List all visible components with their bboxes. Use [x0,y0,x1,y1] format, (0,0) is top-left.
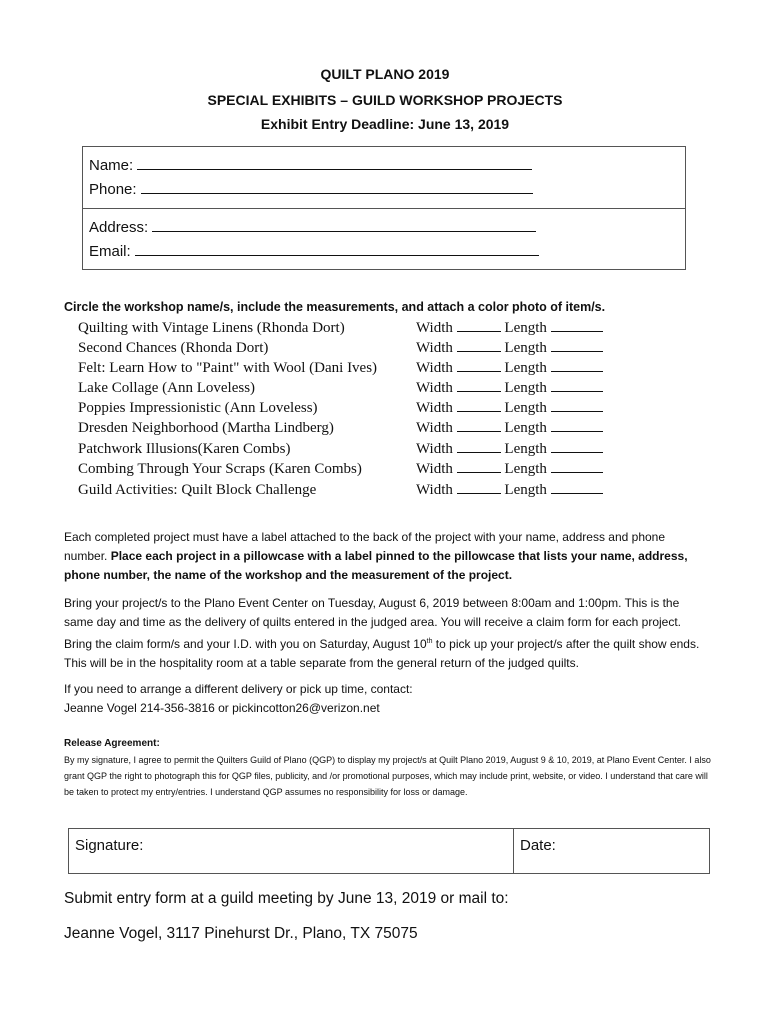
workshop-row[interactable] [78,340,638,360]
width-label: Width [416,320,453,336]
width-label: Width [416,420,453,436]
workshop-name[interactable]: Dresden Neighborhood (Martha Lindberg) [78,420,334,436]
width-label: Width [416,441,453,457]
length-line[interactable] [551,400,603,412]
label-paragraph-bold: Place each project in a pillowcase with a label pinned to the pillowcase that lists your name, address, phone number, the name of the workshop and the measurement of the project. [64,549,688,582]
length-line[interactable] [551,461,603,473]
address-label: Address: [89,219,149,236]
workshop-row[interactable] [78,482,638,502]
signature-divider [513,829,514,873]
width-label: Width [416,400,453,416]
email-label: Email: [89,243,131,260]
phone-line[interactable] [141,181,533,194]
name-line[interactable] [137,157,532,170]
signature-box [68,828,710,874]
length-label: Length [504,482,547,498]
workshop-name[interactable]: Guild Activities: Quilt Block Challenge [78,482,317,498]
address-line[interactable] [152,219,536,232]
length-line[interactable] [551,380,603,392]
email-line[interactable] [135,243,539,256]
width-label: Width [416,380,453,396]
entry-deadline: Exhibit Entry Deadline: June 13, 2019 [260,116,510,132]
email-field[interactable] [89,243,539,260]
workshop-name[interactable]: Quilting with Vintage Linens (Rhonda Dort) [78,320,345,336]
workshop-row[interactable] [78,400,638,420]
workshop-measurements[interactable] [416,320,603,337]
length-label: Length [504,461,547,477]
width-label: Width [416,482,453,498]
bring-text-part1: Bring your project/s to the Plano Event Center on Tuesday, August 6, 2019 between 8:00am and 1:00pm. This is the same day and time as the delivery of quilts entered in the judged area. You will receive a claim form for each project. Bring the claim form/s and your I.D. with you on Saturday, August 10 [64,596,681,651]
length-label: Length [504,340,547,356]
workshop-row[interactable] [78,320,638,340]
name-label: Name: [89,157,134,174]
workshop-name[interactable]: Patchwork Illusions(Karen Combs) [78,441,291,457]
date-label[interactable]: Date: [520,837,556,854]
width-label: Width [416,340,453,356]
workshop-measurements[interactable] [416,420,603,437]
length-line[interactable] [551,340,603,352]
release-title: Release Agreement: [64,738,160,749]
length-label: Length [504,360,547,376]
workshop-name[interactable]: Lake Collage (Ann Loveless) [78,380,256,396]
form-title: QUILT PLANO 2019 [320,66,450,82]
length-line[interactable] [551,482,603,494]
contact-paragraph [64,680,710,718]
width-line[interactable] [457,461,501,473]
bring-text-sup: th [426,638,433,645]
workshop-row[interactable] [78,420,638,440]
label-paragraph [64,528,710,585]
bring-paragraph [64,594,710,673]
contact-info-box [82,146,686,270]
length-line[interactable] [551,360,603,372]
width-line[interactable] [457,482,501,494]
width-label: Width [416,360,453,376]
workshop-measurements[interactable] [416,482,603,499]
workshop-row[interactable] [78,380,638,400]
width-line[interactable] [457,441,501,453]
contact-line-2: Jeanne Vogel 214-356-3816 or pickincotton26@verizon.net [64,701,380,715]
signature-label[interactable]: Signature: [75,837,144,854]
length-line[interactable] [551,441,603,453]
address-field[interactable] [89,219,536,236]
contact-divider [83,208,685,209]
label-paragraph-text: Each completed project must have a label attached to the back of the project with your name, address and phone number. [64,530,666,563]
length-label: Length [504,380,547,396]
workshop-name[interactable]: Second Chances (Rhonda Dort) [78,340,269,356]
width-line[interactable] [457,360,501,372]
phone-field[interactable] [89,181,533,198]
submit-instruction: Submit entry form at a guild meeting by June 13, 2019 or mail to: [64,890,509,907]
workshop-measurements[interactable] [416,340,603,357]
length-line[interactable] [551,420,603,432]
workshop-measurements[interactable] [416,400,603,417]
length-line[interactable] [551,320,603,332]
length-label: Length [504,400,547,416]
workshop-measurements[interactable] [416,441,603,458]
workshop-instruction: Circle the workshop name/s, include the measurements, and attach a color photo of item/s. [64,300,606,314]
bring-text-part2: to pick up your project/s after the quilt show ends. This will be in the hospitality room at a table separate from the general return of the judged quilts. [64,637,700,670]
workshop-measurements[interactable] [416,380,603,397]
phone-label: Phone: [89,181,137,198]
workshop-row[interactable] [78,461,638,481]
width-line[interactable] [457,340,501,352]
contact-line-1: If you need to arrange a different delivery or pick up time, contact: [64,682,413,696]
workshop-name[interactable]: Poppies Impressionistic (Ann Loveless) [78,400,318,416]
release-text: By my signature, I agree to permit the Quilters Guild of Plano (QGP) to display my project/s at Quilt Plano 2019, August 9 & 10, 2019, at Plano Event Center. I also grant QGP the right to photograph this for QGP files, publicity, and /or promotional purposes, which may include print, website, or video. I understand that care will be taken to protect my entry/entries. I understand QGP assumes no responsibility for loss or damage. [64,755,711,797]
length-label: Length [504,441,547,457]
width-line[interactable] [457,320,501,332]
workshop-name[interactable]: Felt: Learn How to "Paint" with Wool (Dani Ives) [78,360,378,376]
width-line[interactable] [457,420,501,432]
workshop-row[interactable] [78,360,638,380]
workshop-name[interactable]: Combing Through Your Scraps (Karen Combs) [78,461,362,477]
mailing-address: Jeanne Vogel, 3117 Pinehurst Dr., Plano, TX 75075 [64,925,418,942]
width-line[interactable] [457,400,501,412]
workshop-measurements[interactable] [416,360,603,377]
width-label: Width [416,461,453,477]
workshop-measurements[interactable] [416,461,603,478]
length-label: Length [504,420,547,436]
length-label: Length [504,320,547,336]
name-field[interactable] [89,157,532,174]
workshop-row[interactable] [78,441,638,461]
form-subtitle: SPECIAL EXHIBITS – GUILD WORKSHOP PROJECTS [207,92,563,108]
width-line[interactable] [457,380,501,392]
